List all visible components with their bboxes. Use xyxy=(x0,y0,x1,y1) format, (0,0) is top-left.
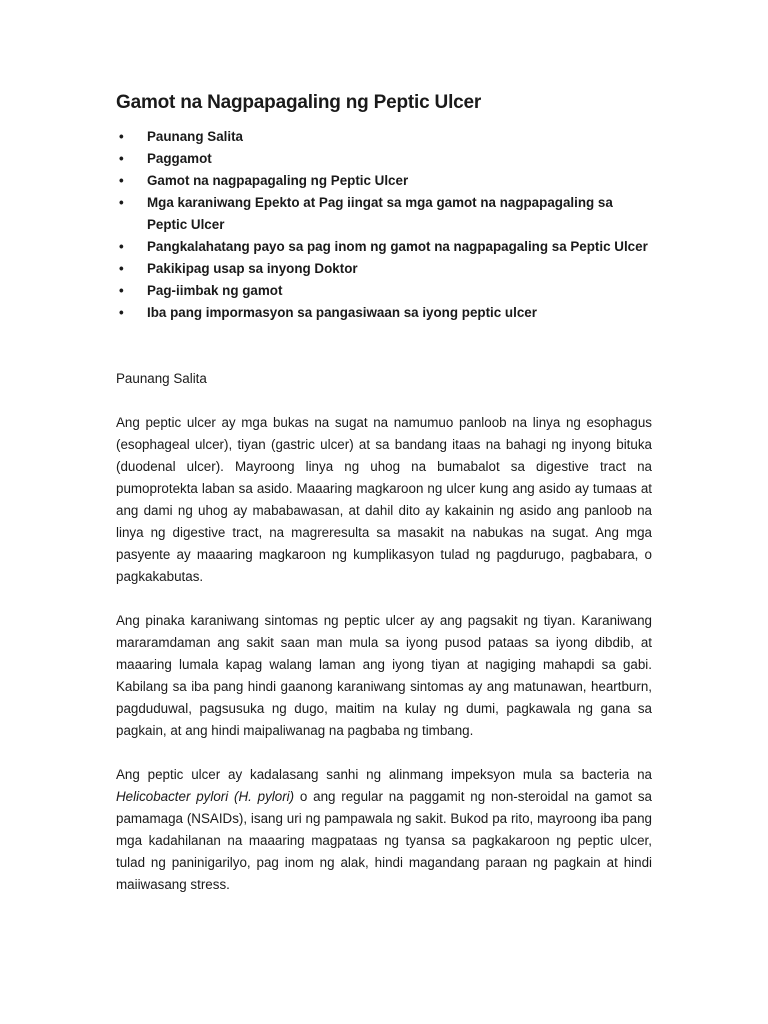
toc-item xyxy=(116,302,652,324)
table-of-contents xyxy=(116,126,652,324)
body-paragraph: Ang peptic ulcer ay mga bukas na sugat na namumuo panloob na linya ng esophagus (esophageal ulcer), tiyan (gastric ulcer) at sa bandang itaas na bahagi ng inyong bituka (duodenal ulcer). Mayroong linya ng uhog na bumabalot sa digestive tract na pumoprotekta laban sa asido. Maaaring magkaroon ng ulcer kung ang asido ay tumaas at ang dami ng uhog ay mababawasan, at dahil dito ay kakainin ng asido ang panloob na linya ng digestive tract, na magreresulta sa masakit na nabukas na sugat. Ang mga pasyente ay maaaring magkaroon ng kumplikasyon tulad ng pagdurugo, pagbabara, o pagkakabutas. xyxy=(116,415,652,584)
toc-item-label: Gamot na nagpapagaling ng Peptic Ulcer xyxy=(147,173,409,188)
toc-item xyxy=(116,126,652,148)
document-page xyxy=(116,92,652,896)
bullet-icon: • xyxy=(119,261,124,276)
bullet-icon: • xyxy=(119,283,124,298)
bullet-icon: • xyxy=(119,129,124,144)
document-title: Gamot na Nagpapagaling ng Peptic Ulcer xyxy=(116,92,482,113)
toc-item-label: Mga karaniwang Epekto at Pag iingat sa mga gamot na nagpapagaling sa Peptic Ulcer xyxy=(147,195,613,232)
bullet-icon: • xyxy=(119,305,124,320)
bullet-icon: • xyxy=(119,151,124,166)
toc-item xyxy=(116,170,652,192)
body-paragraph: Ang pinaka karaniwang sintomas ng peptic ulcer ay ang pagsakit ng tiyan. Karaniwang mararamdaman ang sakit saan man mula sa iyong pusod pataas sa iyong dibdib, at maaaring lumala kapag walang laman ang iyong tiyan at nagiging mahapdi sa gabi. Kabilang sa iba pang hindi gaanong karaniwang sintomas ay ang matunawan, heartburn, pagduduwal, pagsusuka ng dugo, maitim na kulay ng dumi, pagkawala ng gana sa pagkain, at ang hindi maipaliwanag na pagbaba ng timbang. xyxy=(116,613,652,738)
paragraph-text: Ang peptic ulcer ay kadalasang sanhi ng alinmang impeksyon mula sa bacteria na xyxy=(116,767,652,782)
toc-item xyxy=(116,148,652,170)
toc-item-label: Paggamot xyxy=(147,151,212,166)
toc-item-label: Pangkalahatang payo sa pag inom ng gamot na nagpapagaling sa Peptic Ulcer xyxy=(147,239,648,254)
paragraph-text: o ang regular na paggamit ng non-steroidal na gamot sa pamamaga (NSAIDs), isang uri ng pampawala ng sakit. Bukod pa rito, mayroong iba pang mga kadahilanan na maaaring magpataas ng tyansa sa pagkakaroon ng peptic ulcer, tulad ng paninigarilyo, pag inom ng alak, hindi magandang paraan ng pagkain at hindi maiiwasang stress. xyxy=(116,789,652,892)
section-heading: Paunang Salita xyxy=(116,371,207,386)
toc-item xyxy=(116,280,652,302)
bullet-icon: • xyxy=(119,173,124,188)
toc-item-label: Paunang Salita xyxy=(147,129,243,144)
toc-item-label: Pakikipag usap sa inyong Doktor xyxy=(147,261,358,276)
bullet-icon: • xyxy=(119,195,124,210)
toc-item xyxy=(116,192,652,236)
toc-item-label: Iba pang impormasyon sa pangasiwaan sa iyong peptic ulcer xyxy=(147,305,537,320)
bacteria-name: Helicobacter pylori (H. pylori) xyxy=(116,789,295,804)
toc-item xyxy=(116,258,652,280)
toc-item-label: Pag-iimbak ng gamot xyxy=(147,283,283,298)
bullet-icon: • xyxy=(119,239,124,254)
toc-item xyxy=(116,236,652,258)
body-paragraph xyxy=(116,764,652,896)
